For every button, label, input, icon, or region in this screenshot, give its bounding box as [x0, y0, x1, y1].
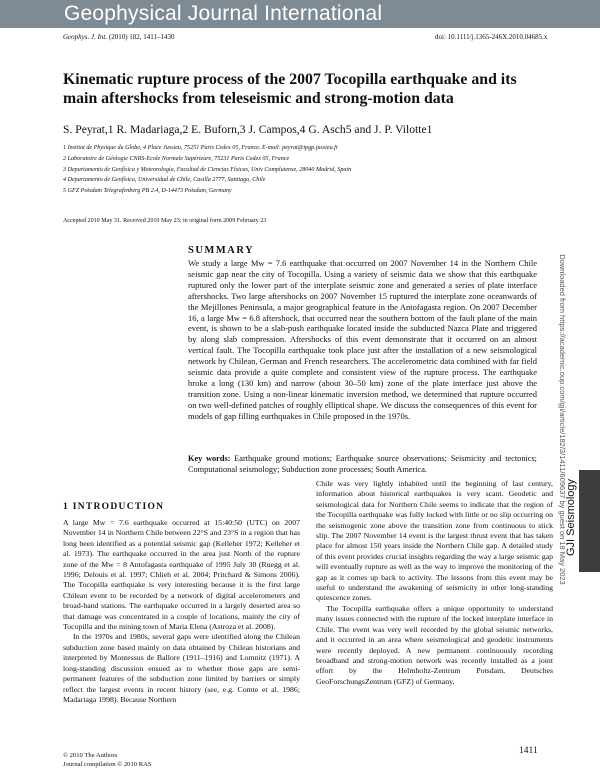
section-heading-introduction: 1 INTRODUCTION: [63, 502, 165, 512]
journal-name: Geophysical Journal International: [64, 2, 383, 25]
affiliation-5: 5 GFZ Potsdam Telegrafenberg PB 2.4, D-14473 Potsdam, Germany: [63, 188, 232, 195]
citation-line: [63, 33, 175, 41]
section-tab-label: GJI Seismology: [565, 478, 577, 556]
summary-heading: SUMMARY: [188, 245, 255, 256]
copyright-footer: [63, 752, 152, 769]
author-list: S. Peyrat,1 R. Madariaga,2 E. Buforn,3 J. Campos,4 G. Asch5 and J. P. Vilotte1: [63, 123, 433, 136]
affiliation-2: 2 Laboratoire de Géologie CNRS-Ecole Normale Supérieure, 75231 Paris Cedex 05, France: [63, 155, 290, 162]
keywords-text: Earthquake ground motions; Earthquake source observations; Seismicity and tectonics; Computational seismology; Subduction zone processes; South America.: [188, 454, 537, 474]
body-column-left: [63, 518, 300, 705]
section-tab-marker: [579, 470, 600, 572]
affiliation-1: 1 Institut de Physique du Globe, 4 Place Jussieu, 75251 Paris Cedex 05, France. E-mail: peyrat@ipgp.jussieu.fr: [63, 145, 339, 151]
affiliations: [63, 143, 351, 197]
paragraph: The Tocopilla earthquake offers a unique opportunity to understand many issues connected with the rupture of the locked interplate interface in Chile. The event was very well recorded by the global seismic networks, and it occurred in an area where seismological and geodetic instruments were recently deployed. A new permanent continuously recording broadband and strong-motion network was recently installed as a joint effort by the Helmholtz-Zentrum Potsdam, Deutsches GeoForschungsZentrum (GFZ) of Germany,: [316, 603, 553, 686]
doi[interactable]: doi: 10.1111/j.1365-246X.2010.04685.x: [435, 33, 548, 41]
keywords-label: Key words:: [188, 454, 231, 463]
paragraph: A large Mw = 7.6 earthquake occurred at 15:40:50 (UTC) on 2007 November 14 in Northern Chile between 22°S and 23°S in a region that has long been identified as a potential seismic gap (Kelleher 1972; Kelleher et al. 1973). The earthquake occurred in the area just North of the rupture zone of the Mw = 8 Antofagasta earthquake of 1995 July 30 (Ruegg et al. 1996; Delouis et al. 1997; Chlieh et al. 2004; Pritchard & Simons 2006). The Tocopilla earthquake is very interesting because it is the first large Chilean event to be recorded by a network of digital accelerometers and broad-band stations. The earthquake occurred in a largely deserted area so that damage was concentrated in a couple of locations, mainly the city of Tocopilla and the mining town of Maria Elena (Astroza et al. 2008).: [63, 518, 300, 632]
page-number: 1411: [519, 746, 538, 756]
citation: (2010) 182, 1411–1430: [107, 33, 175, 41]
download-note[interactable]: Downloaded from https://academic.oup.com/gji/article/182/3/1411/609637 by guest on 18 May 2023: [558, 254, 567, 585]
copyright-journal: Journal compilation © 2010 RAS: [63, 760, 152, 768]
body-column-right: [316, 479, 553, 687]
journal-banner: [0, 0, 600, 28]
affiliation-3: 3 Departamento de Geofísica y Meteorología, Facultad de Ciencias Físicas, Univ Complutense, 28040 Madrid, Spain: [63, 166, 352, 173]
affiliation-4: 4 Departamento de Geofísica, Universidad de Chile, Casilla 2777, Santiago, Chile: [63, 177, 266, 184]
copyright-authors: © 2010 The Authors: [63, 752, 118, 759]
journal-abbrev: Geophys. J. Int.: [63, 33, 108, 41]
keywords: [188, 454, 537, 475]
accepted-dates: Accepted 2010 May 31. Received 2010 May 23; in original form 2009 February 23: [63, 218, 267, 224]
summary-text: We study a large Mw = 7.6 earthquake that occurred on 2007 November 14 in the Northern Chile seismic gap near the city of Tocopilla. Using a variety of seismic data we show that this earthquake ruptured only the lower part of the interplate seismic zone and generated a series of plate interface aftershocks. Two large aftershocks on 2007 November 15 ruptured the interplate zone oceanwards of the Mejillones Peninsula, a major geographical feature in the Antofagasta region. On 2007 December 16, a large Mw = 6.8 aftershock, that occurred near the southern bottom of the fault plane of the main event, is shown to be a slab-push earthquake located inside the subducted Nazca Plate and triggered by along slab compression. Aftershocks of this event demonstrate that it occurred on an almost vertical fault. The Tocopilla earthquake took place just after the installation of a new seismological network by Chilean, German and French researchers. The accelerometric data combined with far field seismic data provide a quite complete and consistent view of the rupture process. The earthquake broke a long (130 km) and narrow (about 30–50 km) zone of the plate interface just above the transition zone. Using a non-linear kinematic inversion method, we determined that rupture occurred on two well-defined patches of roughly elliptical shape. We discuss the consequences of this event for models of gap filling earthquakes in Chile proposed in the 1970s.: [188, 258, 537, 421]
download-watermark: [555, 210, 569, 635]
article-title: Kinematic rupture process of the 2007 Tocopilla earthquake and its main aftershocks from teleseismic and strong-motion data: [63, 71, 517, 107]
paragraph: In the 1970s and 1980s, several gaps were identified along the Chilean subduction zone based mainly on data obtained by Chilean historians and interpreted by Montessus de Ballore (1911–1916) and Lomnitz (1971). A long-standing discussion ensued as to whether those gaps are semi-permanent features of the subduction zone limited by barriers or simply reflect the largest events in recent history (see, e.g. Comte et al. 1986; Madariaga 1998). Because Northern: [63, 632, 300, 704]
paragraph: Chile was very lightly inhabited until the beginning of last century, information about historical earthquakes is very scant. Geodetic and seismological data for Northern Chile seems to indicate that the region of the Tocopilla earthquake was fully locked with little or no slip occurring on the seismogenic zone above the transition zone from continuous to stick slip. The 2007 November 14 event is the largest thrust event that has taken place for almost 150 years inside the Northern Chile gap. A detailed study of this event provides crucial insights regarding the way a large seismic gap will eventually rupture as well as the way to improve the monitoring of the gap as it comes up back to activity. The lessons from this event may be useful to understand the awakening of seismicity in other long-standing quiescence zones.: [316, 479, 553, 603]
